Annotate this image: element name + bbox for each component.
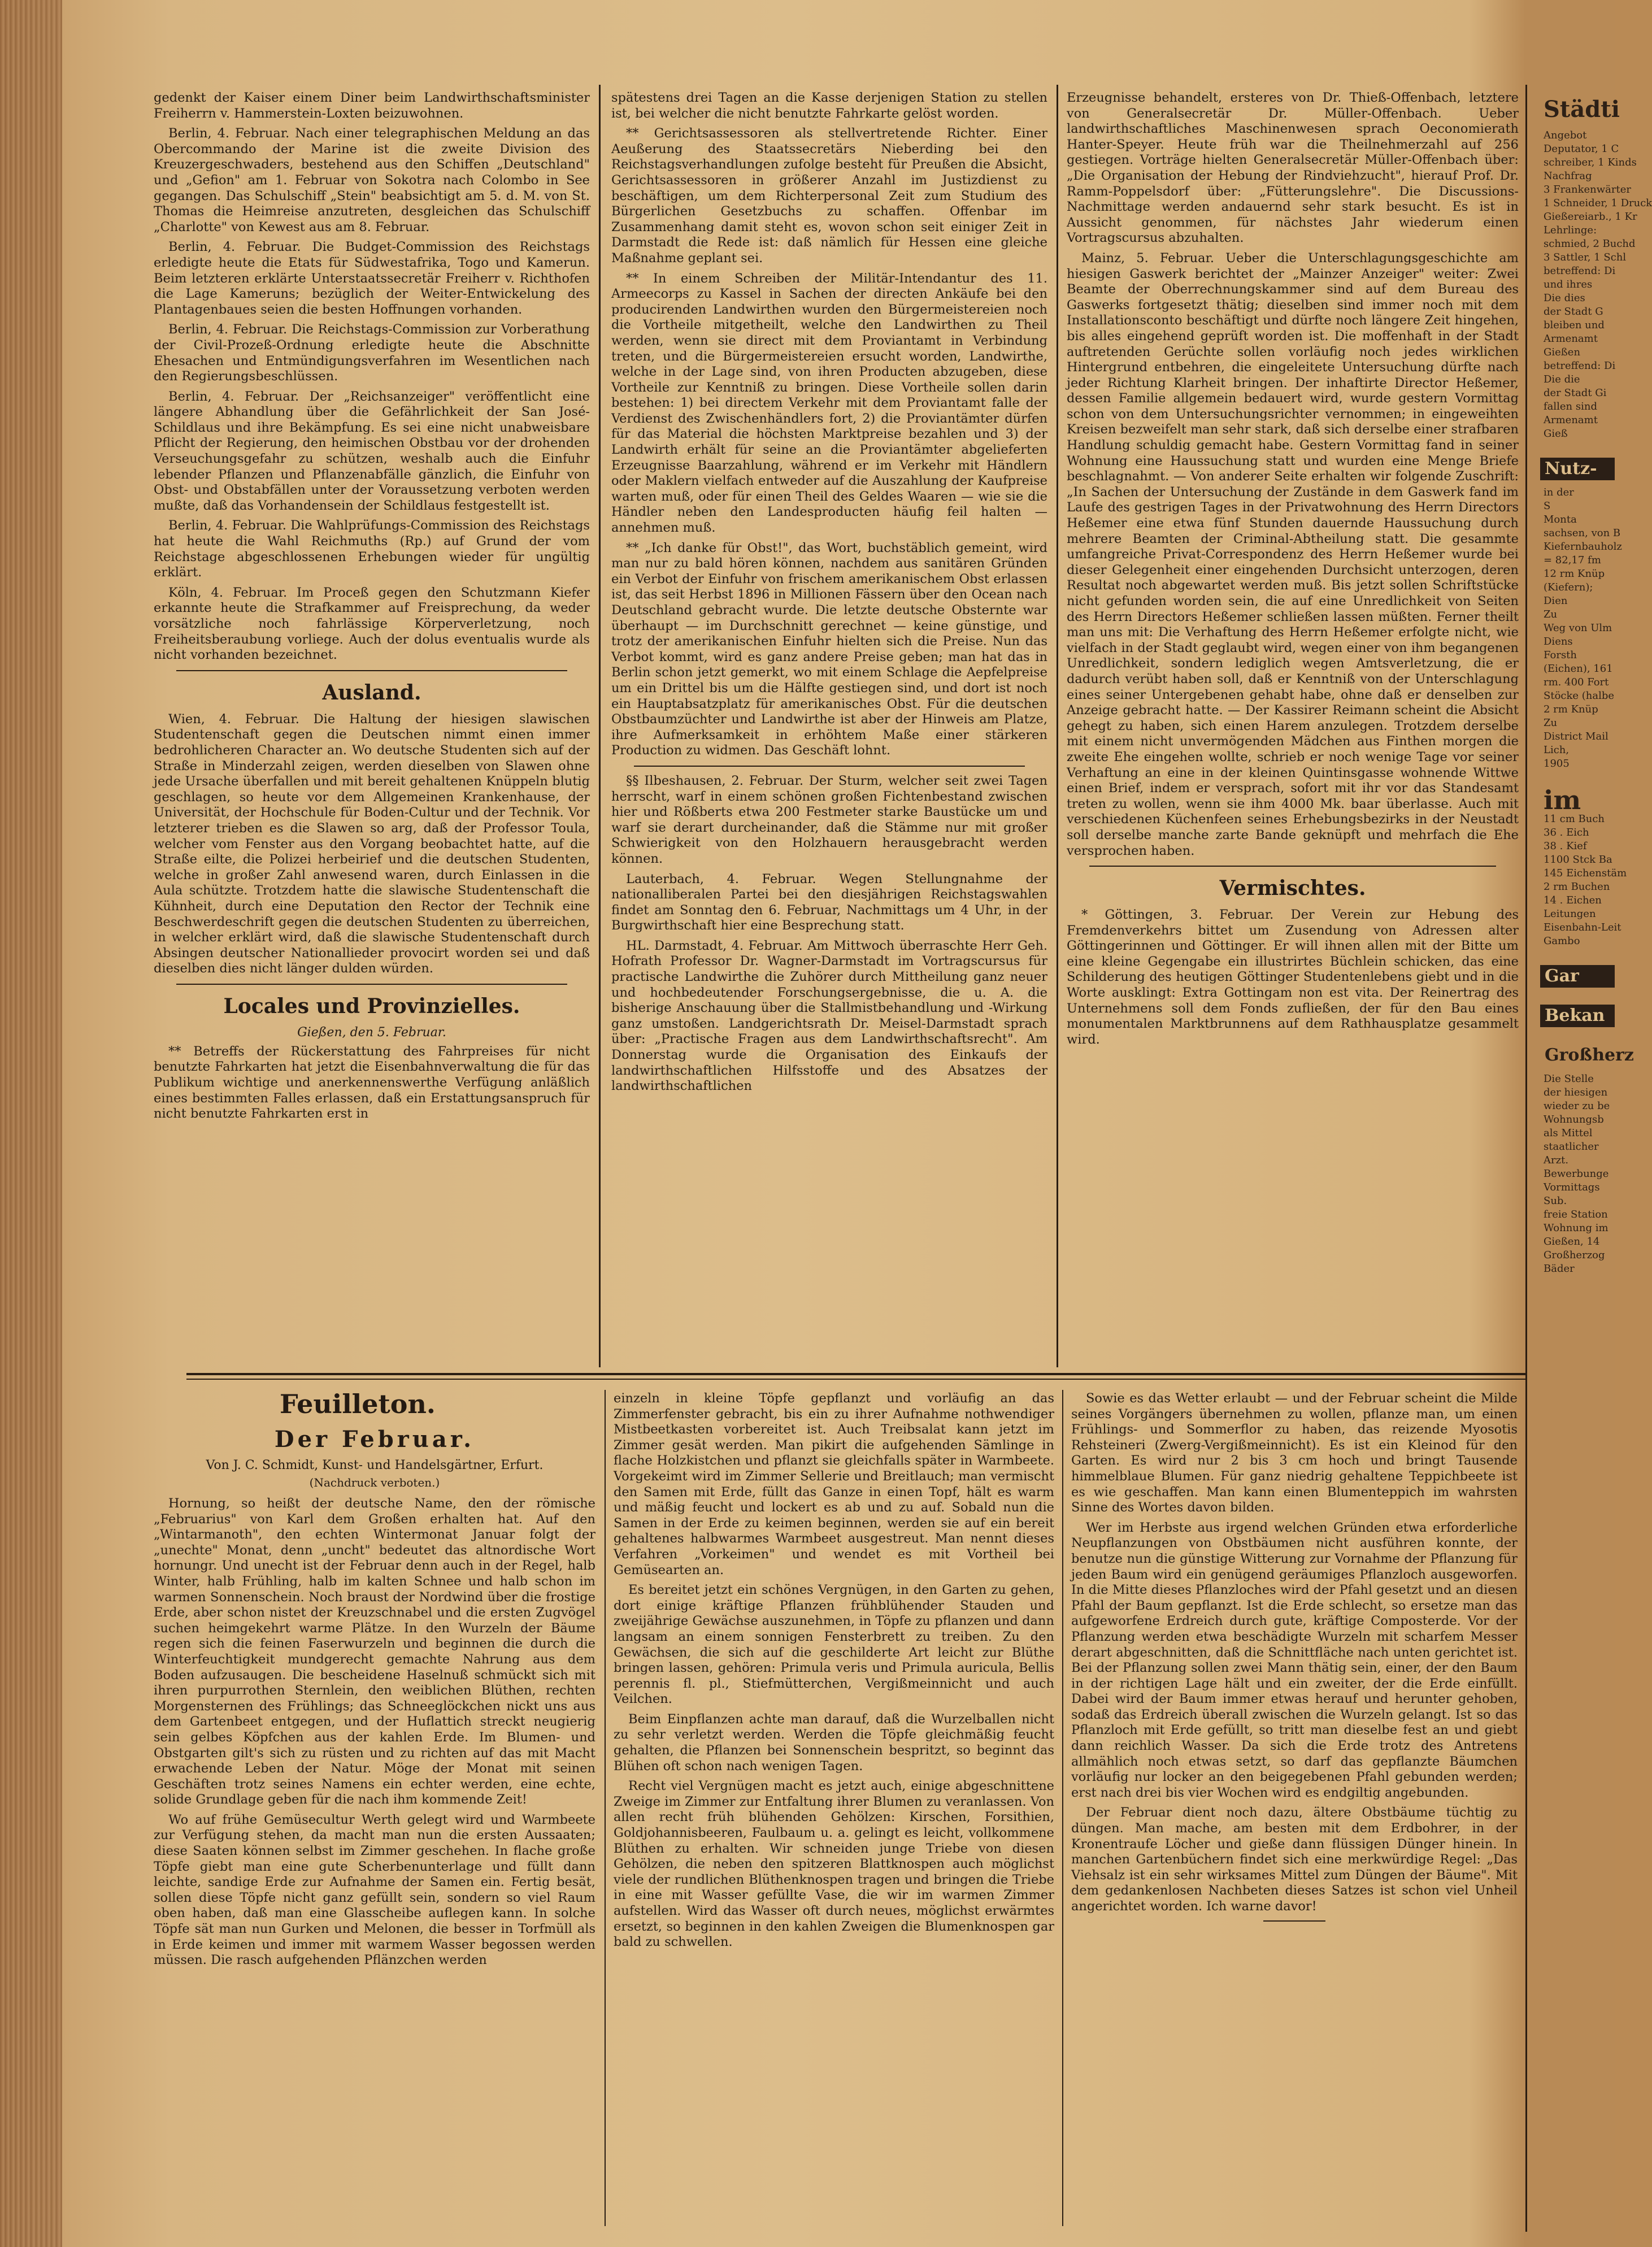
news-paragraph: spätestens drei Tagen an die Kasse derjenigen Station zu stellen ist, bei welcher die nicht benutzte Fahrkarte gelöst worden.: [611, 90, 1047, 121]
feuilleton-paragraph: Es bereitet jetzt ein schönes Vergnügen, in den Garten zu gehen, dort einige kräftige Pflanzen frühblühender Stauden und zweijährige Gewächse auszunehmen, in Töpfe zu pflanzen und dann langsam an einem sonnigen Fensterbrett zu treiben. Zu den Gewächsen, die sich auf die geschilderte Art leicht zur Blüthe bringen lassen, gehören: Primula veris und Primula auricula, Bellis perennis fl. pl., Stiefmütterchen, Vergißmeinnicht und auch Veilchen.: [614, 1583, 1054, 1707]
feuilleton-paragraph: Wo auf frühe Gemüsecultur Werth gelegt wird und Warmbeete zur Verfügung stehen, da macht man nun die ersten Aussaaten; diese Saaten können selbst im Zimmer geschehen. In flache große Töpfe giebt man eine gute Scherbenunterlage und füllt dann leichte, sandige Erde zur Aufnahme der Samen ein. Fertig besät, sollen diese Töpfe nicht ganz gefüllt sein, sondern so viel Raum oben haben, daß man eine Glasscheibe auflegen kann. In solche Töpfe sät man nun Gurken und Melonen, die besser in Torfmüll als in Erde keimen und immer mit warmem Wasser begossen werden müssen. Die rasch aufgehenden Pflänzchen werden: [154, 1812, 595, 1968]
right-column-line: Kiefernbauholz: [1544, 541, 1622, 553]
right-column-lines: [1538, 129, 1652, 441]
right-column-line: Wohnung im: [1544, 1222, 1608, 1234]
news-paragraph: Berlin, 4. Februar. Die Reichstags-Commission zur Vorberathung der Civil-Prozeß-Ordnung erledigte heute die Abschnitte Ehesachen und Entmündigungsverfahren im Wesentlichen nach den Regierungsbeschlüssen.: [154, 322, 590, 384]
right-column-line: Vormittags: [1544, 1181, 1600, 1193]
right-column-title: Städti: [1544, 96, 1620, 123]
right-column-line: Bäder: [1544, 1263, 1575, 1275]
section-divider: [1089, 866, 1496, 867]
right-column-line: Nachfrag: [1544, 170, 1592, 182]
right-column-line: als Mittel: [1544, 1127, 1593, 1139]
right-column-line: staatlicher: [1544, 1141, 1599, 1153]
feuilleton-paragraph: Der Februar dient noch dazu, ältere Obstbäume tüchtig zu düngen. Man mache, am besten mit dem Erdbohrer, in der Kronentraufe Löcher und gieße dann flüssigen Dünger hinein. In manchen Gartenbüchern findet sich eine merkwürdige Regel: „Das Viehsalz ist ein sehr wirksames Mittel zum Düngen der Bäume". Mit dem gedankenlosen Nachbeten dieses Satzes ist schon viel Unheil angerichtet worden. Ich warne davor!: [1071, 1805, 1518, 1914]
right-column-line: Monta: [1544, 514, 1577, 525]
section-divider: [1263, 1920, 1325, 1922]
dateline: Gießen, den 5. Februar.: [297, 1025, 446, 1040]
right-column-line: bleiben und: [1544, 319, 1605, 331]
right-column-line: Diens: [1544, 636, 1573, 647]
right-column-big: im: [1544, 785, 1581, 815]
page-binding: [0, 0, 62, 2247]
feuilleton-paragraph: Recht viel Vergnügen macht es jetzt auch, einige abgeschnittene Zweige im Zimmer zur Entfaltung ihrer Blumen zu veranlassen. Von allen recht früh blühenden Gehölzen: Kirschen, Forsithien, Goldjohannisbeeren, Faulbaum u. a. gelingt es leicht, vollkommene Blüthen zu erhalten. Wir schneiden junge Triebe von diesen Gehölzen, die neben den spitzeren Blattknospen auch möglichst viele der rundlichen Blüthenknospen tragen und bringen die Triebe in eine mit Wasser gefüllte Vase, die wir im warmen Zimmer aufstellen. Wird das Wasser oft durch neues, möglichst erwärmtes ersetzt, so beginnen in den kahlen Zweigen die Blumenknospen gar bald zu schwellen.: [614, 1779, 1054, 1950]
right-column-line: Arzt.: [1544, 1154, 1569, 1166]
right-column-box: Großherz: [1545, 1045, 1634, 1065]
right-column-line: 14 . Eichen: [1544, 894, 1602, 906]
news-paragraph: Berlin, 4. Februar. Nach einer telegraphischen Meldung an das Obercommando der Marine ist die zweite Division des Kreuzergeschwaders, bestehend aus den Schiffen „Deutschland" und „Gefion" am 1. Februar von Sokotra nach Colombo in See gegangen. Das Schulschiff „Stein" beabsichtigt am 5. d. M. von St. Thomas die Heimreise anzutreten, desgleichen das Schulschiff „Charlotte" von Kewest aus am 8. Februar.: [154, 126, 590, 234]
right-column-line: wieder zu be: [1544, 1100, 1610, 1112]
right-column-line: Bewerbunge: [1544, 1168, 1609, 1180]
feuilleton-column-2: [614, 1391, 1054, 2236]
news-paragraph: HL. Darmstadt, 4. Februar. Am Mittwoch überraschte Herr Geh. Hofrath Professor Dr. Wagner-Darmstadt im Vortragscursus für practische Landwirthe die Zuhörer durch Mittheilung ganz neuer und hochbedeutender Forschungsergebnisse, die u. A. die bisherige Anschauung über die Stallmistbehandlung und -Wirkung ganz umstoßen. Landgerichtsrath Dr. Meisel-Darmstadt sprach über: „Practische Fragen aus dem Landwirthschaftsrecht". Am Donnerstag wurde die Organisation des Einkaufs der landwirthschaftlichen Hilfsstoffe und des Absatzes der landwirthschaftlichen: [611, 938, 1047, 1094]
right-column-line: Die Stelle: [1544, 1073, 1594, 1085]
section-heading-ausland: Ausland.: [322, 680, 421, 705]
right-column-line: 2 rm Knüp: [1544, 703, 1598, 715]
news-paragraph: * Göttingen, 3. Februar. Der Verein zur Hebung des Fremdenverkehrs bittet um Zusendung von Adressen alter Göttingerinnen und Göttinger. Er will ihnen allen mit der Bitte um eine kleine Gegengabe ein illustrirtes Büchlein schicken, das eine Schilderung des heutigen Göttinger Studentenlebens giebt und in die Worte ausklingt: Extra Gottingam non est vita. Der Reinertrag des Unternehmens soll dem Fonds zufließen, der für den Bau eines monumentalen Marktbrunnens auf dem Rathhausplatze gesammelt wird.: [1067, 907, 1519, 1047]
right-column-line: Lich,: [1544, 744, 1570, 756]
right-column-line: der Stadt Gi: [1544, 387, 1607, 399]
column-rule: [1525, 85, 1527, 2232]
reprint-note: (Nachdruck verboten.): [309, 1476, 440, 1489]
right-column-line: und ihres: [1544, 279, 1593, 290]
news-column-1: [154, 90, 590, 1373]
right-column-line: S: [1544, 500, 1551, 512]
right-column-line: Leitungen: [1544, 908, 1596, 920]
right-column-line: der Stadt G: [1544, 306, 1603, 318]
right-column-line: sachsen, von B: [1544, 527, 1621, 539]
right-column-line: Angebot: [1544, 129, 1587, 141]
feuilleton-section-heading: Feuilleton.: [280, 1389, 436, 1419]
news-paragraph: §§ Ilbeshausen, 2. Februar. Der Sturm, welcher seit zwei Tagen herrscht, warf in einem schönen großen Fichtenbestand zwischen hier und Rößberts etwa 200 Festmeter starke Baustücke um und warf sie derart durcheinander, daß die Stämme nur mit großer Schwierigkeit von den Holzhauern herausgebracht werden können.: [611, 773, 1047, 866]
news-paragraph: ** Gerichtsassessoren als stellvertretende Richter. Einer Aeußerung des Staatssecretärs Nieberding bei den Reichstagsverhandlungen zufolge besteht für Preußen die Absicht, Gerichtsassessoren in größerer Anzahl im Justizdienst zu beschäftigen, um dem Richterpersonal Zeit zum Studium des Bürgerlichen Gesetzbuchs zu schaffen. Offenbar im Zusammenhang damit steht es, wovon schon seit einiger Zeit in Darmstadt die Rede ist: daß nämlich für Hessen eine gleiche Maßnahme geplant sei.: [611, 126, 1047, 266]
right-column-line: Deputator, 1 C: [1544, 143, 1619, 155]
news-paragraph: Mainz, 5. Februar. Ueber die Unterschlagungsgeschichte am hiesigen Gaswerk berichtet der „Mainzer Anzeiger" weiter: Zwei Beamte der Oberrechnungskammer sind auf dem Bureau des Gaswerks fortgesetzt thätig; dieselben sind immer noch mit dem Installationsconto beschäftigt und dürfte noch längere Zeit hingehen, bis alles eingehend geprüft worden ist. Die moffenhaft in der Stadt auftretenden Gerüchte sollen vorläufig noch jedes wirklichen Hintergrund entbehren, die eingeleitete Untersuchung dürfte nach jeder Richtung Klarheit bringen. Der inhaftirte Director Heßemer, dessen Familie allgemein bedauert wird, wurde gestern Vormittag schon von dem Untersuchungsrichter vernommen; in eingeweihten Kreisen bezweifelt man sehr stark, daß sich derselbe einer strafbaren Handlung schuldig gemacht habe. Gestern Vormittag fand in seiner Wohnung eine Haussuchung statt und wurden eine Menge Briefe beschlagnahmt. — Von anderer Seite erhalten wir folgende Zuschrift: „In Sachen der Untersuchung der Zustände in dem Gaswerk fand im Laufe des gestrigen Tages in der Privatwohnung des Herrn Directors Heßemer eine etwa fünf Stunden dauernde Haussuchung durch mehrere Beamten der Criminal-Abtheilung statt. Die gesammte umfangreiche Privat-Correspondenz des Herrn Heßemer wurde bei dieser Gelegenheit einer eingehenden Durchsicht unterzogen, deren Resultat noch abgewartet werden muß. Bis jetzt sollen Schriftstücke nicht gefunden worden sein, die auf eine Unredlichkeit von Seiten des Herrn Directors Heßemer schließen lassen müßten. Ferner theilt man uns mit: Die Verhaftung des Herrn Heßemer erfolgte nicht, wie vielfach in der Stadt geglaubt wird, wegen einer von ihm begangenen Unredlichkeit, sondern lediglich wegen Amtsverletzung, die er dadurch verübt haben soll, daß er Kenntniß von der Unterschlagung eines seiner Untergebenen gehabt habe, ohne daß er denselben zur Anzeige gebracht hatte. — Der Kassirer Reimann scheint die Absicht gehegt zu haben, sich einen Harem anzulegen. Trotzdem derselbe mit einem nicht unvermögenden Mädchen aus Finthen morgen die zweite Ehe eingehen wollte, schrieb er noch wenige Tage vor seiner Verhaftung an eine in der kleinen Quintinsgasse wohnende Wittwe einen Brief, indem er versprach, sofort mit ihr vor das Standesamt treten zu wollen, wenn sie ihm 4000 Mk. baar überlasse. Auch mit verschiedenen Küchenfeen seines Erhebungsbezirks in der Neustadt soll derselbe manche zarte Bande geknüpft und mehrfach die Ehe versprochen haben.: [1067, 250, 1519, 858]
right-column-line: Gießen: [1544, 346, 1581, 358]
right-column-line: betreffend: Di: [1544, 265, 1616, 277]
right-column-line: 3 Sattler, 1 Schl: [1544, 251, 1627, 263]
right-column-line: schmied, 2 Buchd: [1544, 238, 1636, 250]
news-paragraph: Berlin, 4. Februar. Die Budget-Commission des Reichstags erledigte heute die Etats für Südwestafrika, Togo und Kamerun. Beim letzteren erklärte Unterstaatssecretär Freiherr v. Richthofen die Lage Kameruns; bezüglich der Weiter-Entwickelung des Plantagenbaues seien die besten Hoffnungen vorhanden.: [154, 240, 590, 317]
right-column-line: 11 cm Buch: [1544, 813, 1605, 825]
right-column-line: Eisenbahn-Leit: [1544, 922, 1621, 933]
feuilleton-title: Der Februar.: [274, 1426, 475, 1453]
section-divider: [176, 984, 567, 985]
news-paragraph: Lauterbach, 4. Februar. Wegen Stellungnahme der nationalliberalen Partei bei den diesjährigen Reichstagswahlen findet am Sonntag den 6. Februar, Nachmittags um 4 Uhr, in der Burgwirthschaft hier eine Besprechung statt.: [611, 871, 1047, 933]
right-column-line: Sub.: [1544, 1195, 1567, 1207]
right-column-line: (Kiefern);: [1544, 581, 1593, 593]
cut-off-adjacent-column: [1538, 85, 1652, 2232]
right-column-line: Gambo: [1544, 935, 1580, 947]
right-column-line: freie Station: [1544, 1209, 1608, 1220]
right-column-line: der hiesigen: [1544, 1086, 1608, 1098]
right-column-line: 38 . Kief: [1544, 840, 1587, 852]
news-paragraph: Berlin, 4. Februar. Der „Reichsanzeiger" veröffentlicht eine längere Abhandlung über die Gefährlichkeit der San José-Schildlaus und ihre Bekämpfung. Es sei eine nicht unabweisbare Pflicht der Regierung, den heimischen Obstbau vor der drohenden Verseuchungsgefahr zu schützen, weshalb auch die Einfuhr lebender Pflanzen und Pflanzenabfälle gänzlich, die Einfuhr von Obst- und Obstabfällen unter der Voraussetzung verboten werden mußte, daß das Vorhandensein der Schildlaus festgestellt ist.: [154, 389, 590, 513]
news-column-3: [1067, 90, 1519, 1373]
right-column-line: Die dies: [1544, 292, 1585, 304]
right-column-line: (Eichen), 161: [1544, 663, 1613, 675]
right-column-line: District Mail: [1544, 731, 1608, 742]
right-column-line: Wohnungsb: [1544, 1114, 1604, 1125]
news-paragraph: ** „Ich danke für Obst!", das Wort, buchstäblich gemeint, wird man nur zu bald hören können, nachdem aus sanitären Gründen ein Verbot der Einfuhr von frischem amerikanischem Obst erlassen ist, das seit Herbst 1896 in Millionen Fässern über den Ocean nach Deutschland gebracht wurde. Die letzte deutsche Obsternte war überhaupt — im Durchschnitt gerechnet — keine günstige, und trotz der amerikanischen Einfuhr hielten sich die Preise. Nun das Verbot kommt, wird es ganz andere Preise geben; man hat das in Berlin schon jetzt gemerkt, wo mit einem Schlage die Aepfelpreise um ein Drittel bis um die Hälfte gestiegen sind, und dort ist noch ein Hauptabsatzplatz für amerikanisches Obst. Für die deutschen Obstbaumzüchter und Landwirthe ist aber der Hinweis am Platze, ihre Aufmerksamkeit in erhöhtem Maße einer stärkeren Production zu widmen. Das Geschäft lohnt.: [611, 540, 1047, 758]
feuilleton-byline: Von J. C. Schmidt, Kunst- und Handelsgärtner, Erfurt.: [206, 1458, 544, 1472]
section-heading-vermischtes: Vermischtes.: [1219, 876, 1366, 901]
right-column-line: Zu: [1544, 609, 1558, 620]
column-rule: [599, 85, 601, 1367]
news-paragraph: ** In einem Schreiben der Militär-Intendantur des 11. Armeecorps zu Kassel in Sachen der directen Ankäufe bei den producirenden Landwirthen wurden den Bürgermeistereien noch die Vortheile mitgetheilt, welche den Landwirthen zu Theil werden, wenn sie direct mit dem Proviantamt in Verbindung treten, und die Bürgermeistereien ersucht worden, Landwirthe, welche in der Lage sind, von ihren Producten abzugeben, diese Vortheile zur Kenntniß zu bringen. Diese Vortheile sollen darin bestehen: 1) bei directem Verkehr mit dem Proviantamt falle der Verdienst des Zwischenhändlers fort, 2) die Proviantämter dürfen für das Material die höchsten Marktpreise bezahlen und 3) der Landwirth erhält für seine an die Proviantämter abgelieferten Erzeugnisse Baarzahlung, während er im Verkehr mit Händlern oder Maklern vielfach entweder auf die Auszahlung der Kaufpreise warten muß, oder für einen Theil des Geldes Waaren — wie sie die Händler neben den Landesproducten häufig feil halten — annehmen muß.: [611, 271, 1047, 536]
section-divider: [176, 670, 567, 671]
feuilleton-column-3: [1071, 1391, 1518, 2236]
right-column-line: 2 rm Buchen: [1544, 881, 1610, 893]
right-column-line: Großherzog: [1544, 1249, 1605, 1261]
right-column-line: Dien: [1544, 595, 1568, 607]
news-paragraph: Berlin, 4. Februar. Die Wahlprüfungs-Commission des Reichstags hat heute die Wahl Reichmuths (Rp.) auf Grund der vom Reichstage abgeschlossenen Erhebungen wieder für ungültig erklärt.: [154, 518, 590, 580]
right-column-line: Gieß: [1544, 428, 1568, 440]
right-column-line: 1905: [1544, 758, 1570, 770]
right-column-line: schreiber, 1 Kinds: [1544, 157, 1637, 168]
right-column-line: 12 rm Knüp: [1544, 568, 1605, 580]
right-column-lines: [1538, 1072, 1615, 1276]
right-column-box: Nutz-: [1540, 458, 1615, 480]
right-column-lines: [1538, 812, 1627, 948]
news-paragraph: ** Betreffs der Rückerstattung des Fahrpreises für nicht benutzte Fahrkarten hat jetzt die Eisenbahnverwaltung die für das Publikum wichtige und anerkennenswerthe Verfügung anläßlich eines bestimmten Falles erlassen, daß ein Erstattungsanspruch für nicht benutzte Fahrkarten erst in: [154, 1044, 590, 1122]
section-heading-locales: Locales und Provinzielles.: [223, 994, 520, 1018]
right-column-line: 36 . Eich: [1544, 827, 1589, 838]
right-column-line: Lehrlinge:: [1544, 224, 1597, 236]
feuilleton-paragraph: Sowie es das Wetter erlaubt — und der Februar scheint die Milde seines Vorgängers übernehmen zu wollen, pflanze man, um einen Frühlings- und Sommerflor zu haben, das reizende Myosotis Rehsteineri (Zwerg-Vergißmeinnicht). Es ist ein Kleinod für den Garten. Es wird nur 2 bis 3 cm hoch und bringt Tausende himmelblaue Blumen. Für ganz niedrig gehaltene Teppichbeete ist es wie geschaffen. Man kann einen Blumenteppich im wahrsten Sinne des Wortes davon bilden.: [1071, 1391, 1518, 1515]
feuilleton-paragraph: einzeln in kleine Töpfe gepflanzt und vorläufig an das Zimmerfenster gebracht, bis ein zu ihrer Aufnahme nothwendiger Mistbeetkasten vorbereitet ist. Auch Treibsalat kann jetzt im Zimmer gesät werden. Man pikirt die aufgehenden Sämlinge in flache Holzkistchen und pflanzt sie gleichfalls später in Warmbeete. Vorgekeimt wird im Zimmer Sellerie und Breitlauch; man vermischt den Samen mit Erde, füllt das Ganze in einen Topf, hält es warm und mäßig feucht und lockert es ab und zu auf. Sobald nun die Samen in der Erde zu keimen beginnen, werden sie auf ein bereit gehaltenes halbwarmes Warmbeet ausgestreut. Man nennt dieses Verfahren „Vorkeimen" und wendet es mit Vortheil bei Gemüsearten an.: [614, 1391, 1054, 1577]
news-paragraph: Köln, 4. Februar. Im Proceß gegen den Schutzmann Kiefer erkannte heute die Strafkammer auf Freisprechung, da weder vorsätzliche noch fahrlässige Körperverletzung, noch Freiheitsberaubung vorliege. Auch der dolus eventualis wurde als nicht vorhanden bezeichnet.: [154, 585, 590, 663]
news-paragraph: Wien, 4. Februar. Die Haltung der hiesigen slawischen Studentenschaft gegen die Deutschen nimmt einen immer bedrohlicheren Character an. Wo deutsche Studenten sich auf der Straße in Minderzahl zeigen, werden dieselben von Slawen ohne jede Ursache überfallen und mit bereit gehaltenen Knüppeln blutig geschlagen, so heute vor dem Allgemeinen Krankenhause, der Universität, der Hochschule für Boden-Cultur und der Technik. Vor letzterer trieben es die Slawen so arg, daß der Professor Toula, welcher vom Fenster aus den Vorgang beobachtet hatte, auf die Straße eilte, die Polizei herbeirief und die deutschen Studenten, welche in großer Zahl anwesend waren, durch Einlassen in die Aula schützte. Trotzdem hatte die slawische Studentenschaft die Kühnheit, durch eine Deputation den Rector der Technik eine Beschwerdeschrift gegen die deutschen Studenten zu überreichen, in welcher erklärt wird, daß die slawische Studentenschaft durch Absingen deutscher Nationallieder provocirt worden sei und daß dieselben dies nicht länger dulden würden.: [154, 711, 590, 976]
right-column-line: 145 Eichenstäm: [1544, 867, 1627, 879]
right-column-line: in der: [1544, 486, 1574, 498]
right-column-lines: [1538, 486, 1622, 771]
section-divider: [634, 766, 1025, 767]
right-column-line: Armenamt: [1544, 333, 1598, 345]
right-column-line: Armenamt: [1544, 414, 1598, 426]
right-column-line: Gießereiarb., 1 Kr: [1544, 211, 1637, 223]
feuilleton-paragraph: Beim Einpflanzen achte man darauf, daß die Wurzelballen nicht zu sehr verletzt werden. Werden die Töpfe gleichmäßig feucht gehalten, die Pflanzen bei Sonnenschein bespritzt, so beginnt das Blühen oft schon nach wenigen Tagen.: [614, 1711, 1054, 1774]
column-rule: [605, 1390, 606, 2226]
right-column-line: Die die: [1544, 373, 1580, 385]
right-column-box: Gar: [1540, 965, 1615, 988]
right-column-line: rm. 400 Fort: [1544, 676, 1609, 688]
right-column-line: Weg von Ulm: [1544, 622, 1612, 634]
feuilleton-paragraph: Hornung, so heißt der deutsche Name, den der römische „Februarius" von Karl dem Großen erhalten hat. Auf den „Wintarmanoth", den echten Wintermonat Januar folgt der „unechte" Monat, denn „uncht" bedeutet das altnordische Wort hornungr. Und unecht ist der Februar denn auch in der Regel, halb Winter, halb Frühling, halb im kalten Schnee und halb schon im warmen Sonnenschein. Noch braust der Nordwind über die frostige Erde, aber schon nistet der Kreuzschnabel und die ersten Zugvögel suchen heimgekehrt warme Plätze. In den Wurzeln der Bäume regen sich die feinen Faserwurzeln und beginnen die durch die Winterfeuchtigkeit mundgerecht gemachte Nahrung aus dem Boden aufzusaugen. Die bescheidene Haselnuß schmückt sich mit ihren purpurrothen Sternlein, den weiblichen Blüthen, rechten Morgensternen des Frühlings; das Schneeglöckchen nickt uns aus dem Gartenbeet entgegen, und der Huflattich streckt neugierig sein gelbes Köpfchen aus der kahlen Erde. Im Blumen- und Obstgarten gilt's sich zu rüsten und zu richten auf das mit Macht erwachende Leben der Natur. Möge der Monat mit seinen Geschäften trotz seines Namens ein echter werden, eine echte, solide Grundlage geben für die nach ihm kommende Zeit!: [154, 1496, 595, 1807]
column-rule: [1062, 1390, 1063, 2226]
feuilleton-paragraph: Wer im Herbste aus irgend welchen Gründen etwa erforderliche Neupflanzungen von Obstbäumen nicht ausführen konnte, der benutze nun die günstige Witterung zur Vornahme der Pflanzung für jeden Baum wird ein genügend geräumiges Pflanzloch ausgeworfen. In die Mitte dieses Pflanzloches wird der Pfahl gesetzt und an diesen Pfahl der Baum gepflanzt. Ist die Erde schlecht, so ersetze man das aufgeworfene Erdreich durch gute, kräftige Composterde. Vor der Pflanzung werden etwa beschädigte Wurzeln mit scharfem Messer derart abgeschnitten, daß die Schnittfläche nach unten gerichtet ist. Bei der Pflanzung sollen zwei Mann thätig sein, einer, der den Baum in der richtigen Lage hält und ein zweiter, der die Erde einfüllt. Dabei wird der Baum immer etwas herauf und herunter gehoben, sodaß das Erdreich überall zwischen die Wurzeln gelangt. Ist so das Pflanzloch mit Erde gefüllt, so tritt man dieselbe fest an und giebt dann reichlich Wasser. Da sich die Erde trotz des Antretens allmählich noch etwas setzt, so darf das gepflanzte Bäumchen vorläufig nur locker an den beigegebenen Pfahl gebunden werden; erst nach drei bis vier Wochen wird es endgiltig angebunden.: [1071, 1520, 1518, 1800]
column-rule: [1057, 85, 1058, 1367]
right-column-line: fallen sind: [1544, 401, 1597, 412]
feuilleton-column-1: [154, 1424, 595, 2237]
right-column-line: Zu: [1544, 717, 1558, 729]
right-column-line: 1 Schneider, 1 Druck: [1544, 197, 1652, 209]
right-column-line: betreffend: Di: [1544, 360, 1616, 372]
feuilleton-rule: [186, 1379, 1527, 1380]
right-column-box: Bekan: [1540, 1005, 1615, 1027]
news-paragraph: Erzeugnisse behandelt, ersteres von Dr. Thieß-Offenbach, letztere von Generalsecretär Dr. Müller-Offenbach. Ueber landwirthschaftliches Maschinenwesen sprach Oeconomierath Hanter-Speyer. Heute früh war die Theilnehmerzahl auf 256 gestiegen. Vorträge hielten Generalsecretär Müller-Offenbach über: „Die Organisation der Hebung der Rindviehzucht", hierauf Prof. Dr. Ramm-Poppelsdorf über: „Fütterungslehre". Die Discussions-Nachmittage werden andauernd sehr stark besucht. Es ist in Aussicht genommen, für nächstes Jahr wiederum einen Vortragscursus abzuhalten.: [1067, 90, 1519, 246]
right-column-line: 3 Frankenwärter: [1544, 184, 1631, 195]
feuilleton-rule: [186, 1373, 1527, 1375]
right-column-line: Gießen, 14: [1544, 1236, 1600, 1248]
right-column-line: = 82,17 fm: [1544, 554, 1601, 566]
news-paragraph: gedenkt der Kaiser einem Diner beim Landwirthschaftsminister Freiherrn v. Hammerstein-Loxten beizuwohnen.: [154, 90, 590, 121]
news-column-2: [611, 90, 1047, 1373]
right-column-line: 1100 Stck Ba: [1544, 854, 1612, 866]
right-column-line: Stöcke (halbe: [1544, 690, 1615, 702]
right-column-line: Forsth: [1544, 649, 1577, 661]
